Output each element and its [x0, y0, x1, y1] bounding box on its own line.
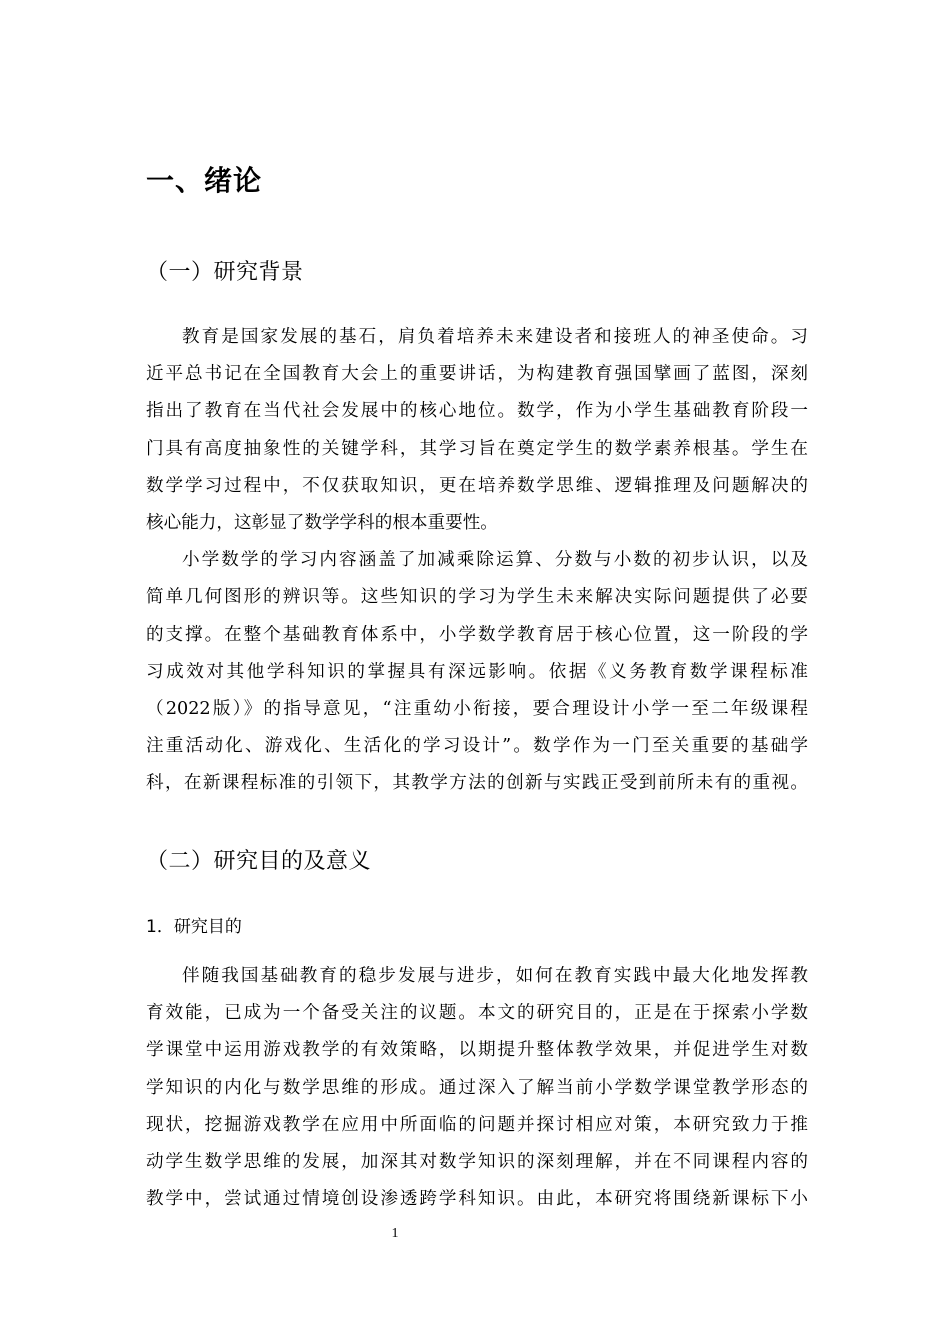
section-heading-background: （一）研究背景 [146, 260, 304, 285]
text-line: 简单几何图形的辨识等。这些知识的学习为学生未来解决实际问题提供了必要 [146, 587, 808, 608]
background-paragraphs [146, 319, 808, 802]
text-line: 教学中，尝试通过情境创设渗透跨学科知识。由此，本研究将围绕新课标下小 [146, 1189, 808, 1210]
text-line: 小学数学的学习内容涵盖了加减乘除运算、分数与小数的初步认识，以及 [182, 550, 808, 571]
text-line: 近平总书记在全国教育大会上的重要讲话，为构建教育强国擘画了蓝图，深刻 [146, 364, 808, 385]
text-line: 动学生数学思维的发展，加深其对数学知识的深刻理解，并在不同课程内容的 [146, 1151, 808, 1172]
text-line: 门具有高度抽象性的关键学科，其学习旨在奠定学生的数学素养根基。学生在 [146, 438, 808, 459]
text-line: 数学学习过程中，不仅获取知识，更在培养数学思维、逻辑推理及问题解决的 [146, 475, 808, 496]
text-line: 科，在新课程标准的引领下，其教学方法的创新与实践正受到前所未有的重视。 [146, 773, 808, 794]
text-line: 核心能力，这彰显了数学学科的根本重要性。 [146, 512, 498, 533]
text-line: （2022版）》的指导意见，“注重幼小衔接，要合理设计小学一至二年级课程 [146, 698, 808, 719]
text-line: 指出了教育在当代社会发展中的核心地位。数学，作为小学生基础教育阶段一 [146, 401, 808, 422]
section-heading-purpose: （二）研究目的及意义 [146, 849, 372, 874]
text-line: 伴随我国基础教育的稳步发展与进步，如何在教育实践中最大化地发挥教 [182, 966, 808, 986]
text-line: 学课堂中运用游戏教学的有效策略，以期提升整体教学效果，并促进学生对数 [146, 1040, 808, 1061]
purpose-paragraphs [146, 958, 808, 1218]
text-line: 现状，挖掘游戏教学在应用中所面临的问题并探讨相应对策，本研究致力于推 [146, 1114, 808, 1135]
text-line: 的支撑。在整个基础教育体系中，小学数学教育居于核心位置，这一阶段的学 [146, 624, 808, 645]
chapter-heading: 一、绪论 [146, 164, 263, 197]
text-line: 教育是国家发展的基石，肩负着培养未来建设者和接班人的神圣使命。习 [182, 327, 808, 347]
text-line: 注重活动化、游戏化、生活化的学习设计”。数学作为一门至关重要的基础学 [146, 736, 808, 757]
text-line: 育效能，已成为一个备受关注的议题。本文的研究目的，正是在于探索小学数 [146, 1003, 808, 1024]
text-line: 习成效对其他学科知识的掌握具有深远影响。依据《义务教育数学课程标准 [146, 661, 808, 682]
page-number: 1 [391, 1226, 399, 1241]
subsection-heading: 1．研究目的 [146, 917, 242, 937]
text-line: 学知识的内化与数学思维的形成。通过深入了解当前小学数学课堂教学形态的 [146, 1077, 808, 1098]
